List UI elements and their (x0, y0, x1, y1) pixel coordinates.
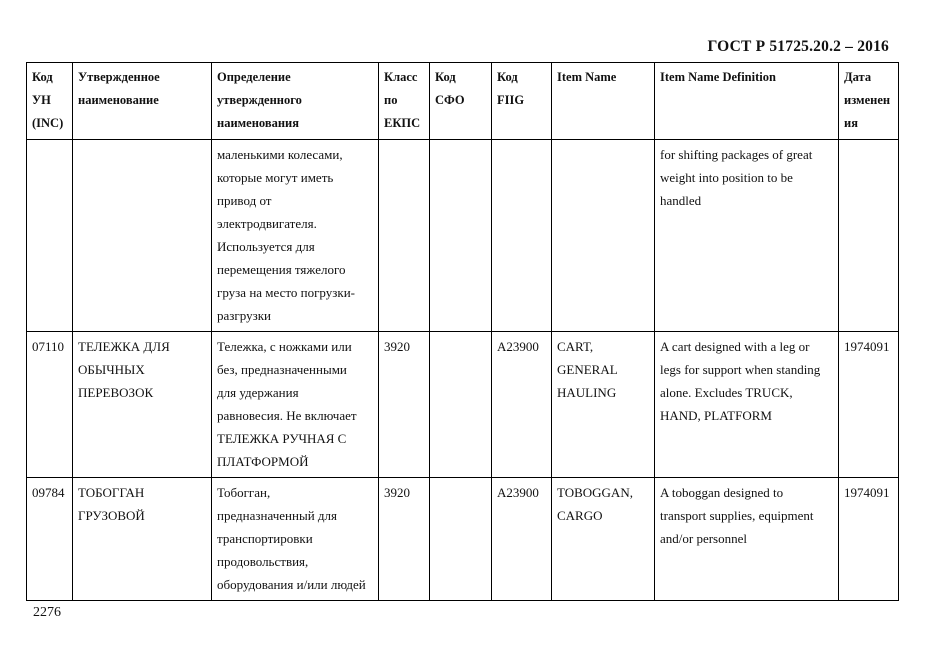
cell-definition (212, 478, 379, 601)
cell-text-line: Item Name Definition (660, 70, 776, 84)
cell-text-line: 3920 (384, 485, 410, 500)
cell-text-line: по (384, 93, 398, 107)
cell-approved-name (73, 332, 212, 478)
column-header-definition (212, 63, 379, 140)
column-header-inc (27, 63, 73, 140)
cell-sfo-code (430, 478, 492, 601)
cell-text-line: legs for support when standing (660, 362, 821, 377)
cell-text-line: ЕКПС (384, 116, 421, 130)
column-header-ekps-class (379, 63, 430, 140)
table-row (27, 478, 899, 601)
cell-text-line: разгрузки (217, 308, 271, 323)
column-header-fiig-code (492, 63, 552, 140)
cell-text-line: Код (497, 70, 518, 84)
cell-ekps-class (379, 332, 430, 478)
cell-text-line: (INC) (32, 116, 64, 130)
cell-text-line: FIIG (497, 93, 525, 107)
cell-text-line: Item Name (557, 70, 617, 84)
cell-text-line: A cart designed with a leg or (660, 339, 810, 354)
cell-inc (27, 478, 73, 601)
cell-text-line: HAULING (557, 385, 617, 400)
cell-text-line: утвержденного (217, 93, 302, 107)
cell-inc (27, 140, 73, 332)
cell-sfo-code (430, 332, 492, 478)
cell-fiig-code (492, 478, 552, 601)
cell-item-name-definition (655, 478, 839, 601)
cell-text-line: маленькими колесами, (217, 147, 343, 162)
cell-text-line: изменен (844, 93, 891, 107)
cell-text-line: Тобогган, (217, 485, 271, 500)
cell-definition (212, 332, 379, 478)
column-header-change-date (839, 63, 899, 140)
cell-text-line: TOBOGGAN, (557, 485, 633, 500)
cell-inc (27, 332, 73, 478)
cell-text-line: 1974091 (844, 339, 890, 354)
cell-text-line: ТОБОГГАН (78, 485, 145, 500)
cell-text-line: ТЕЛЕЖКА ДЛЯ (78, 339, 170, 354)
cell-ekps-class (379, 140, 430, 332)
table-row (27, 332, 899, 478)
cell-text-line: без, предназначенными (217, 362, 347, 377)
cell-text-line: оборудования и/или людей (217, 577, 366, 592)
cell-sfo-code (430, 140, 492, 332)
cell-text-line: СФО (435, 93, 465, 107)
cell-text-line: ТЕЛЕЖКА РУЧНАЯ С (217, 431, 347, 446)
cell-fiig-code (492, 140, 552, 332)
column-header-approved-name (73, 63, 212, 140)
cell-item-name-definition (655, 140, 839, 332)
column-header-item-name-definition (655, 63, 839, 140)
cell-text-line: CARGO (557, 508, 603, 523)
cell-item-name (552, 478, 655, 601)
table-row (27, 140, 899, 332)
cell-fiig-code (492, 332, 552, 478)
cell-text-line: продовольствия, (217, 554, 309, 569)
cell-text-line: for shifting packages of great (660, 147, 813, 162)
cell-text-line: ия (844, 116, 858, 130)
cell-text-line: HAND, PLATFORM (660, 408, 772, 423)
cell-text-line: наименование (78, 93, 159, 107)
column-header-item-name (552, 63, 655, 140)
cell-text-line: перемещения тяжелого (217, 262, 346, 277)
cell-text-line: ПЛАТФОРМОЙ (217, 454, 309, 469)
cell-change-date (839, 332, 899, 478)
cell-item-name-definition (655, 332, 839, 478)
cell-text-line: ПЕРЕВОЗОК (78, 385, 154, 400)
cell-text-line: Используется для (217, 239, 315, 254)
cell-text-line: которые могут иметь (217, 170, 334, 185)
cell-text-line: груза на место погрузки- (217, 285, 355, 300)
cell-text-line: Определение (217, 70, 291, 84)
cell-text-line: A23900 (497, 485, 539, 500)
cell-text-line: ОБЫЧНЫХ (78, 362, 145, 377)
cell-text-line: ГРУЗОВОЙ (78, 508, 145, 523)
cell-text-line: равновесия. Не включает (217, 408, 357, 423)
cell-definition (212, 140, 379, 332)
cell-text-line: Класс (384, 70, 418, 84)
cell-text-line: для удержания (217, 385, 299, 400)
cell-text-line: электродвигателя. (217, 216, 317, 231)
cell-text-line: handled (660, 193, 702, 208)
cell-text-line: weight into position to be (660, 170, 793, 185)
cell-text-line: привод от (217, 193, 272, 208)
cell-change-date (839, 478, 899, 601)
cell-change-date (839, 140, 899, 332)
cell-text-line: transport supplies, equipment (660, 508, 814, 523)
document-standard-header: ГОСТ Р 51725.20.2 – 2016 (707, 38, 889, 55)
item-names-table (26, 62, 899, 601)
cell-text-line: Код (435, 70, 456, 84)
table-header-row (27, 63, 899, 140)
cell-item-name (552, 332, 655, 478)
column-header-sfo-code (430, 63, 492, 140)
cell-text-line: alone. Excludes TRUCK, (660, 385, 793, 400)
cell-text-line: 07110 (32, 339, 65, 354)
cell-approved-name (73, 140, 212, 332)
cell-text-line: предназначенный для (217, 508, 337, 523)
cell-text-line: Утвержденное (78, 70, 160, 84)
cell-item-name (552, 140, 655, 332)
cell-ekps-class (379, 478, 430, 601)
cell-text-line: A23900 (497, 339, 539, 354)
cell-text-line: GENERAL (557, 362, 618, 377)
cell-text-line: 1974091 (844, 485, 890, 500)
cell-text-line: Тележка, с ножками или (217, 339, 352, 354)
cell-text-line: Код (32, 70, 53, 84)
cell-text-line: CART, (557, 339, 594, 354)
page-number: 2276 (33, 605, 61, 620)
cell-text-line: транспортировки (217, 531, 313, 546)
cell-text-line: УН (32, 93, 51, 107)
cell-text-line: A toboggan designed to (660, 485, 784, 500)
cell-text-line: Дата (844, 70, 872, 84)
cell-approved-name (73, 478, 212, 601)
cell-text-line: наименования (217, 116, 300, 130)
cell-text-line: and/or personnel (660, 531, 748, 546)
cell-text-line: 3920 (384, 339, 410, 354)
cell-text-line: 09784 (32, 485, 65, 500)
